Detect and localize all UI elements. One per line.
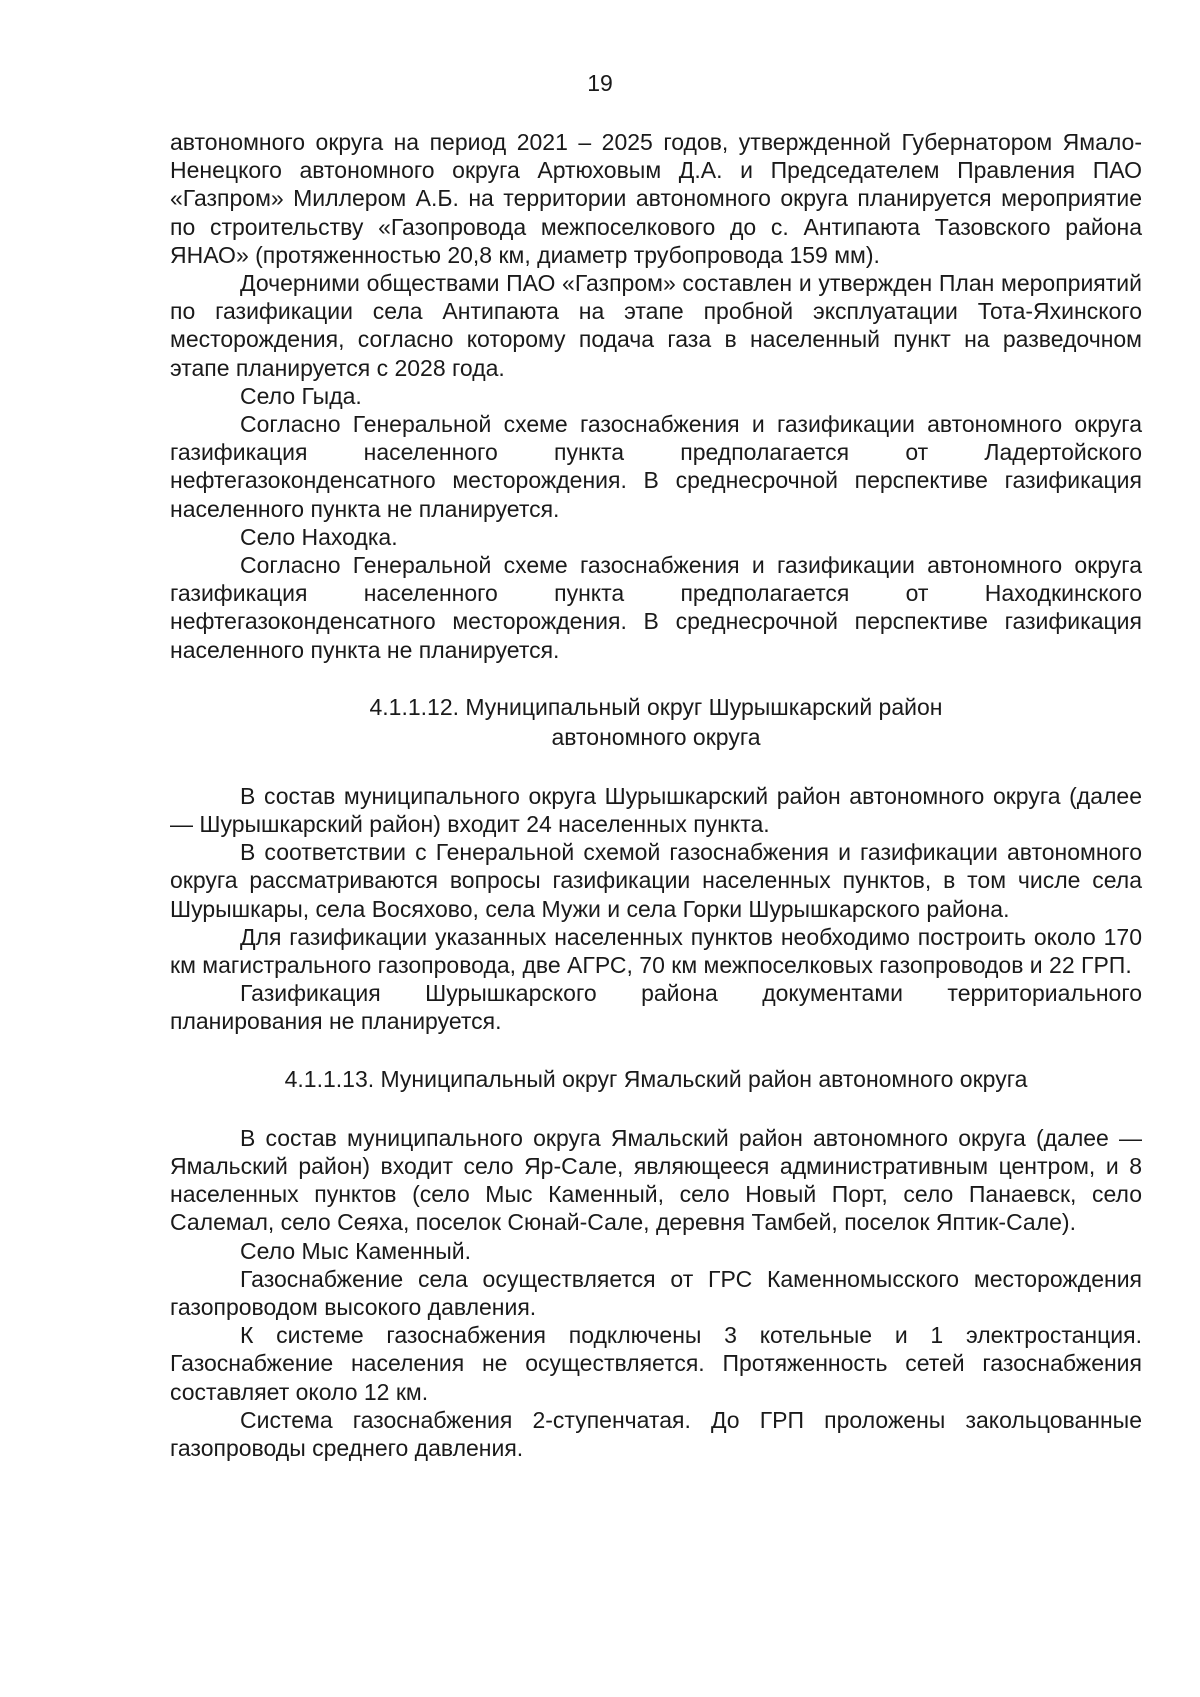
spacer [170,1094,1142,1124]
settlement-heading: Село Гыда. [240,382,362,409]
section-yamalsky [170,1124,1142,1462]
spacer [170,664,1142,692]
spacer [170,752,1142,782]
paragraph: Согласно Генеральной схеме газоснабжения и газификации автономного округа газификация населенного пункта предполагается от Находкинского нефтегазоконденсатного месторождения. В среднесрочной перспективе газификация населенного пункта не планируется. [170,552,1142,663]
section-heading-shuryshkarsky [170,692,1142,752]
paragraph: автономного округа на период 2021 – 2025 годов, утвержденной Губернатором Ямало-Ненецкого автономного округа Артюховым Д.А. и Председателем Правления ПАО «Газпром» Миллером А.Б. на территории автономного округа планируется мероприятие по строительству «Газопровода межпоселкового до с. Антипаюта Тазовского района ЯНАО» (протяженностью 20,8 км, диаметр трубопровода 159 мм). [170,129,1142,268]
paragraph: Газоснабжение села осуществляется от ГРС Каменномысского месторождения газопроводом высокого давления. [170,1265,1142,1320]
section-heading-line: 4.1.1.13. Муниципальный округ Ямальский район автономного округа [284,1065,1028,1092]
paragraph: Дочерними обществами ПАО «Газпром» составлен и утвержден План мероприятий по газификации села Антипаюта на этапе пробной эксплуатации Тота-Яхинского месторождения, согласно которому подача газа в населенный пункт на разведочном этапе планируется с 2028 года. [170,270,1142,381]
spacer [170,1036,1142,1064]
page-number: 19 [587,70,613,96]
section-antipayuta-gyda-nakhodka [170,128,1142,664]
document-body [170,128,1142,1462]
settlement-heading: Село Мыс Каменный. [240,1237,472,1264]
section-shuryshkarsky [170,782,1142,1036]
paragraph: В состав муниципального округа Ямальский район автономного округа (далее — Ямальский район) входит село Яр-Сале, являющееся административным центром, и 8 населенных пунктов (село Мыс Каменный, село Новый Порт, село Панаевск, село Салемал, село Сеяха, поселок Сюнай-Сале, деревня Тамбей, поселок Яптик-Сале). [170,1124,1142,1236]
paragraph: Согласно Генеральной схеме газоснабжения и газификации автономного округа газификация населенного пункта предполагается от Ладертойского нефтегазоконденсатного месторождения. В среднесрочной перспективе газификация населенного пункта не планируется. [170,411,1142,522]
paragraph: Газификация Шурышкарского района документами территориального планирования не планируется. [170,980,1142,1035]
settlement-heading: Село Находка. [240,523,398,550]
section-heading-yamalsky [170,1064,1142,1094]
paragraph: К системе газоснабжения подключены 3 котельные и 1 электростанция. Газоснабжение населения не осуществляется. Протяженность сетей газоснабжения составляет около 12 км. [170,1322,1142,1405]
paragraph: Для газификации указанных населенных пунктов необходимо построить около 170 км магистрального газопровода, две АГРС, 70 км межпоселковых газопроводов и 22 ГРП. [170,923,1142,979]
paragraph: В соответствии с Генеральной схемой газоснабжения и газификации автономного округа рассматриваются вопросы газификации населенных пунктов, в том числе села Шурышкары, села Восяхово, села Мужи и села Горки Шурышкарского района. [170,839,1142,922]
section-heading-line: автономного округа [551,723,761,750]
paragraph: Система газоснабжения 2-ступенчатая. До ГРП проложены закольцованные газопроводы среднего давления. [170,1406,1142,1461]
section-heading-line: 4.1.1.12. Муниципальный округ Шурышкарский район [369,693,943,720]
paragraph: В состав муниципального округа Шурышкарский район автономного округа (далее — Шурышкарский район) входит 24 населенных пункта. [170,782,1142,838]
